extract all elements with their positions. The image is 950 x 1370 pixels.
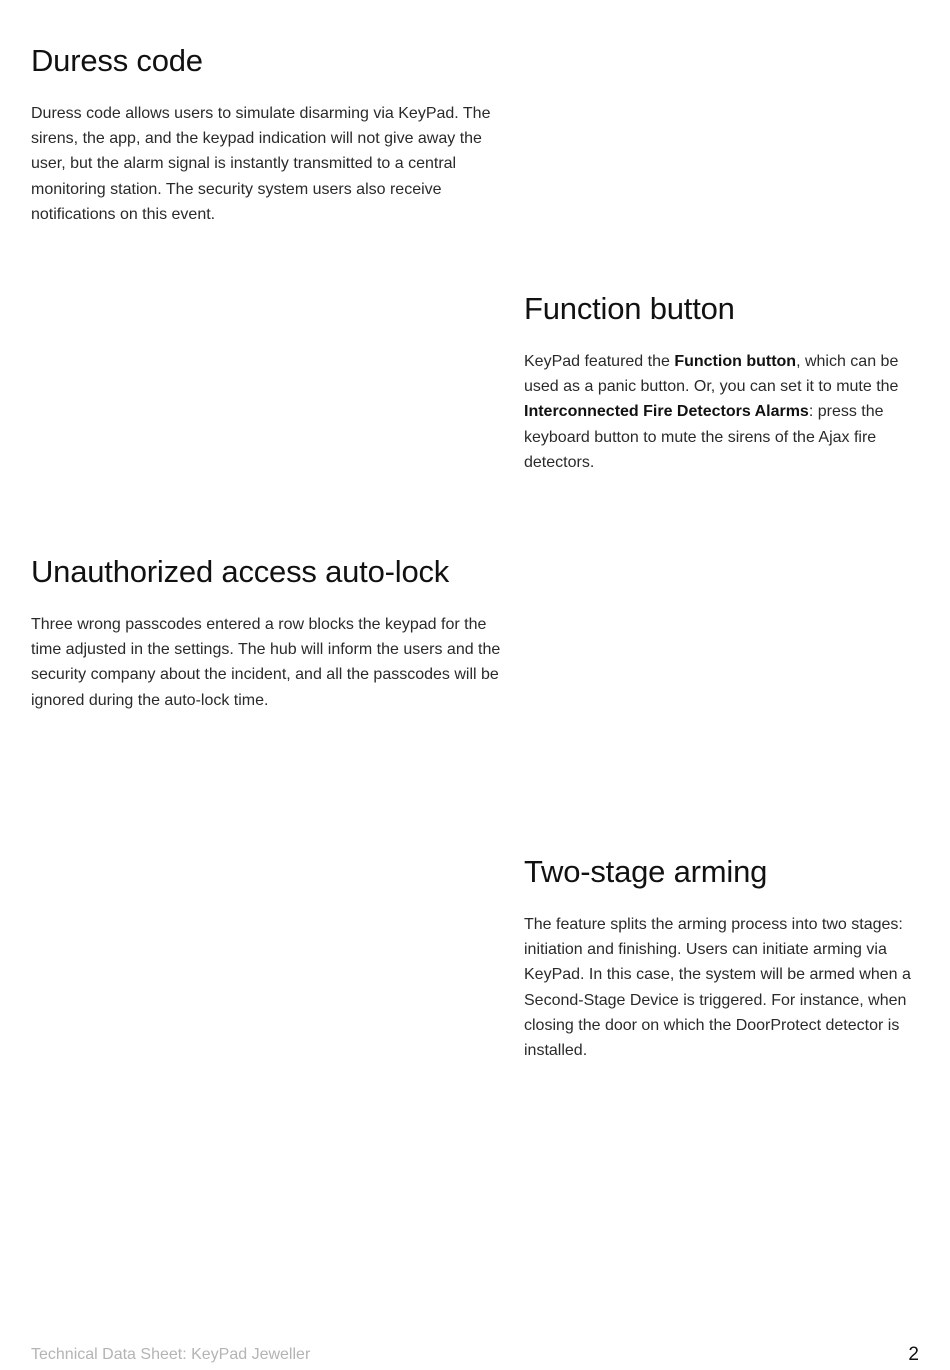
section-body: Duress code allows users to simulate disarming via KeyPad. The sirens, the app, and the keypad indication will not give away the user, but the alarm signal is instantly transmitted to a central monitoring station. The security system users also receive notifications on this event. bbox=[31, 105, 491, 223]
footer-document-title: Technical Data Sheet: KeyPad Jeweller bbox=[31, 1346, 311, 1363]
section-body: Three wrong passcodes entered a row blocks the keypad for the time adjusted in the settings. The hub will inform the users and the security company about the incident, and all the passcodes will be ignored during the auto-lock time. bbox=[31, 616, 501, 709]
section-two-stage-arming bbox=[524, 854, 919, 1063]
section-title: Two-stage arming bbox=[524, 854, 768, 889]
section-duress-code bbox=[31, 43, 501, 227]
section-title: Duress code bbox=[31, 43, 203, 78]
section-function-button bbox=[524, 291, 919, 475]
body-bold-text: Interconnected Fire Detectors Alarms bbox=[524, 403, 809, 421]
body-text: , which can be used as a panic button. Or, you can set it to mute the bbox=[524, 353, 899, 396]
body-bold-text: Function button bbox=[674, 353, 797, 370]
body-text: KeyPad featured the bbox=[524, 353, 675, 370]
page-number: 2 bbox=[908, 1344, 919, 1365]
body-text: : press the keyboard button to mute the sirens of the Ajax fire detectors. bbox=[524, 403, 884, 471]
section-unauthorized-access-auto-lock bbox=[31, 554, 501, 713]
section-title: Function button bbox=[524, 291, 735, 326]
section-title: Unauthorized access auto-lock bbox=[31, 554, 450, 589]
section-body bbox=[524, 349, 919, 475]
section-body: The feature splits the arming process into two stages: initiation and finishing. Users can initiate arming via KeyPad. In this case, the system will be armed when a Second-Stage Device is triggered. For instance, when closing the door on which the DoorProtect detector is installed. bbox=[524, 916, 911, 1060]
